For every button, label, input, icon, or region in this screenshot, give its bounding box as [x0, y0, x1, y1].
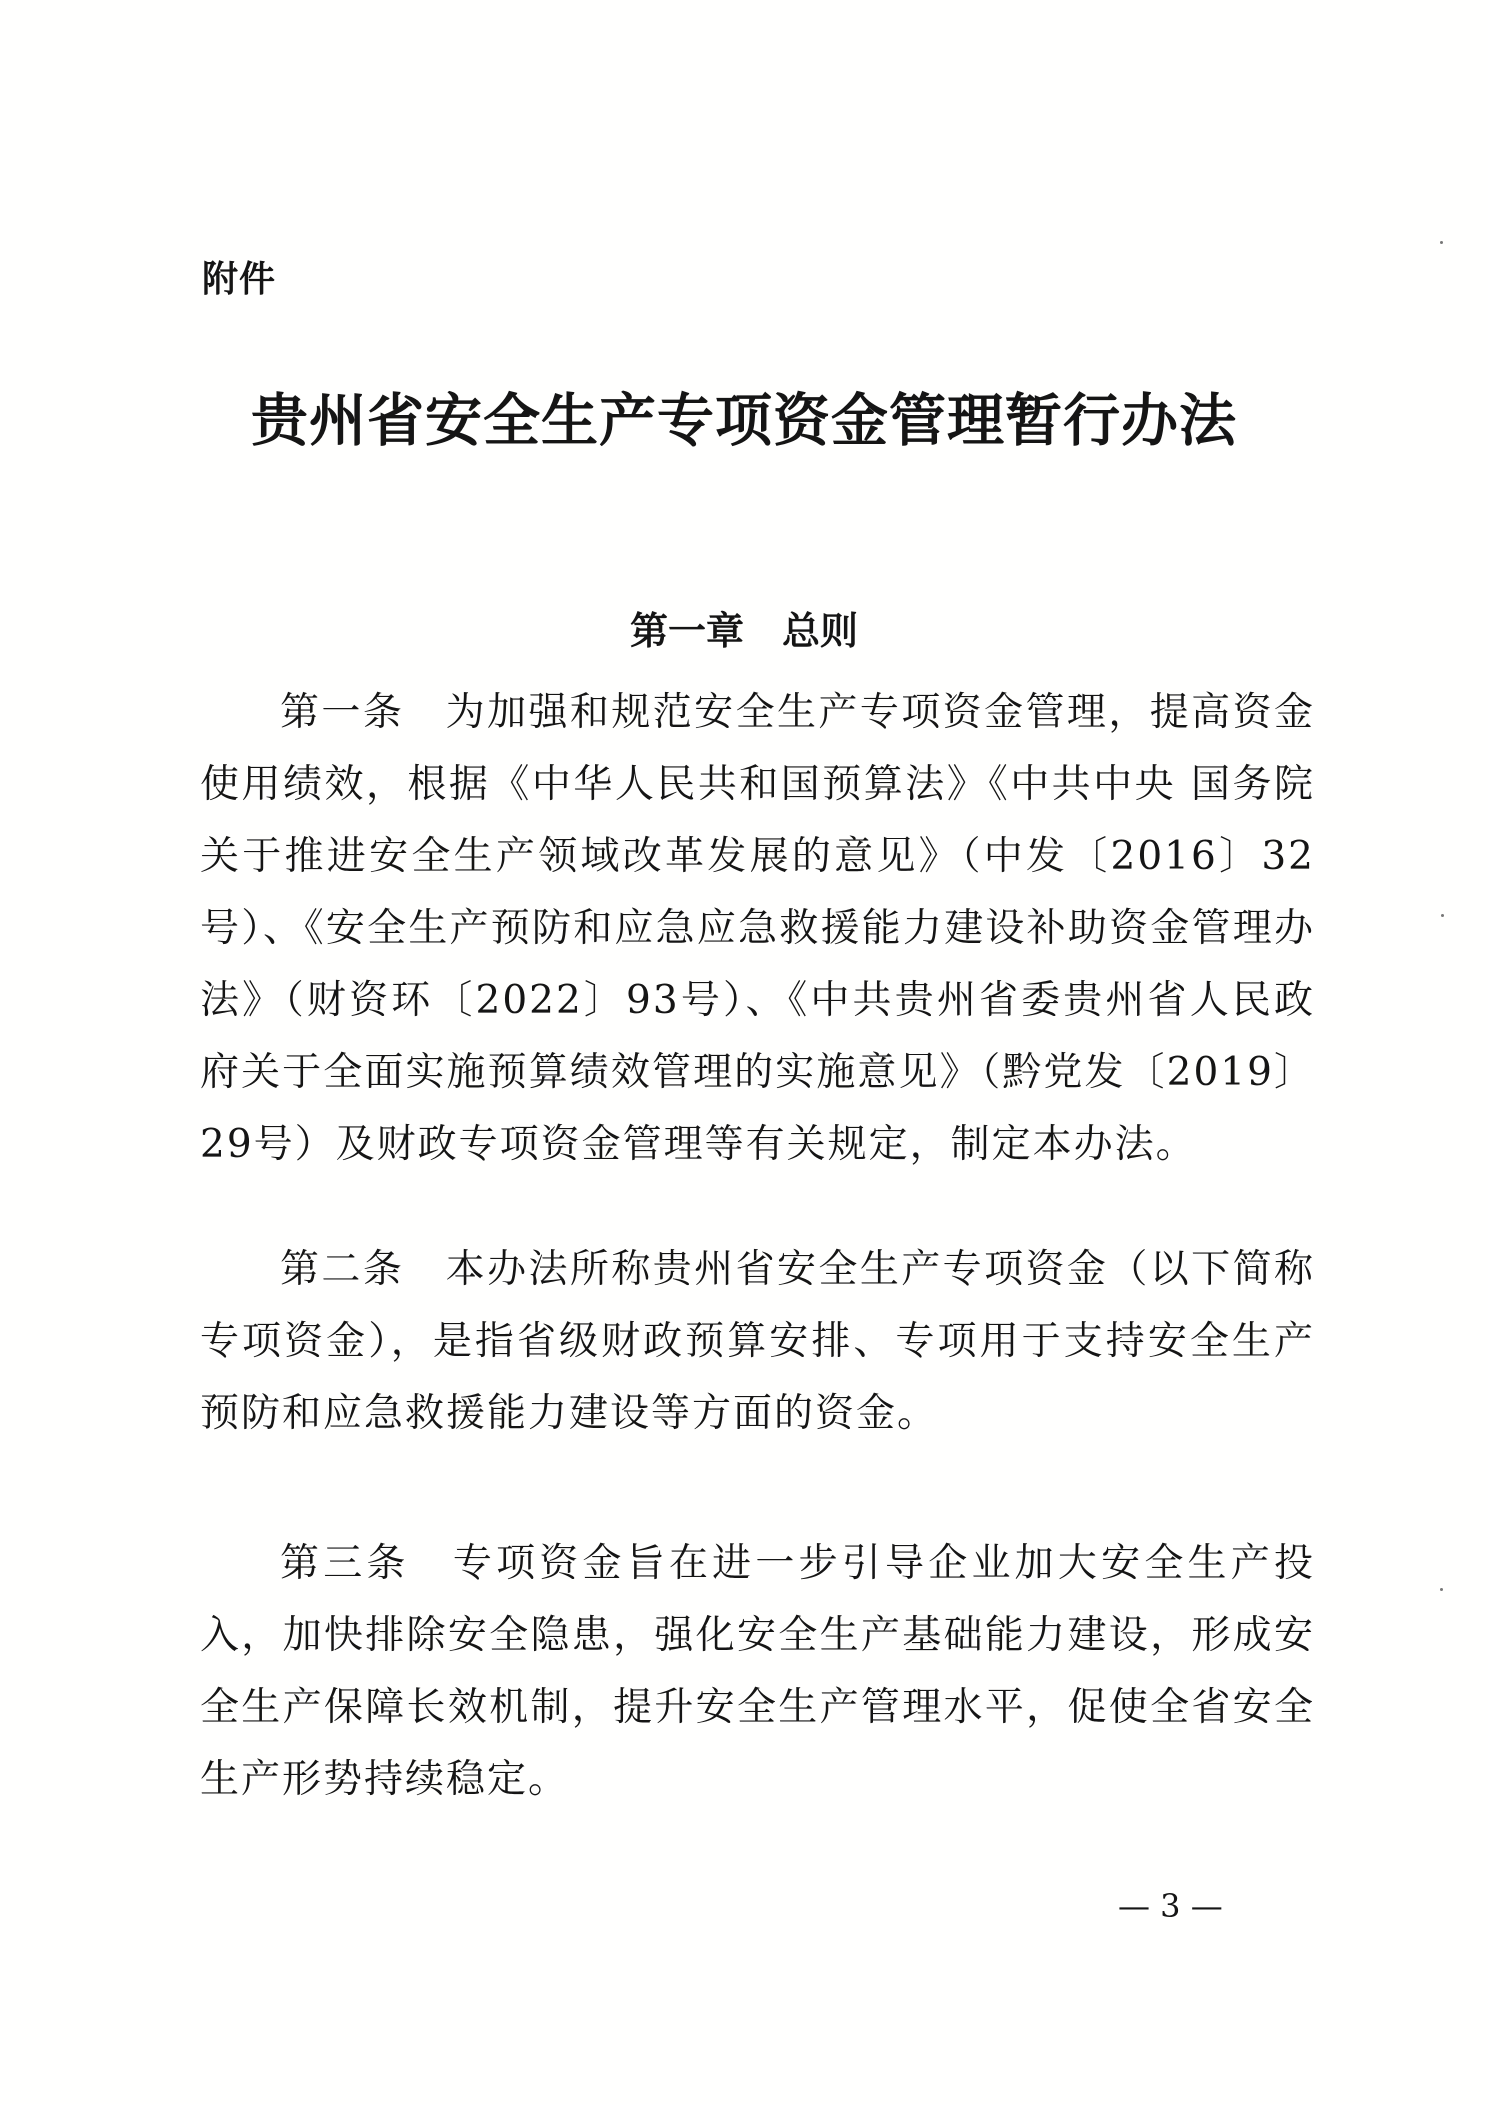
- scan-mark-right-middle: [1441, 914, 1444, 917]
- page-number: — 3 —: [1118, 1887, 1223, 1925]
- attachment-label: 附件: [202, 259, 277, 300]
- scan-mark-right-lower: [1440, 1588, 1443, 1591]
- chapter-heading: 第一章 总则: [629, 609, 858, 653]
- article-3: 第三条 专项资金旨在进一步引导企业加大安全生产投入，加快排除安全隐患，强化安全生产基础能力建设，形成安全生产保障长效机制，提升安全生产管理水平，促使全省安全生产形势持续稳定。: [200, 1541, 1315, 1802]
- document-title: 贵州省安全生产专项资金管理暂行办法: [251, 387, 1237, 454]
- article-1: 第一条 为加强和规范安全生产专项资金管理，提高资金使用绩效，根据《中华人民共和国预算法》《中共中央 国务院关于推进安全生产领域改革发展的意见》（中发〔2016〕32号）、《安全生产预防和应急应急救援能力建设补助资金管理办法》（财资环〔2022〕93号）、《中共贵州省委贵州省人民政府关于全面实施预算绩效管理的实施意见》（黔党发〔2019〕29号）及财政专项资金管理等有关规定，制定本办法。: [200, 690, 1315, 1167]
- article-2: 第二条 本办法所称贵州省安全生产专项资金（以下简称专项资金），是指省级财政预算安排、专项用于支持安全生产预防和应急救援能力建设等方面的资金。: [200, 1247, 1315, 1436]
- scan-mark-top-right: [1440, 241, 1443, 244]
